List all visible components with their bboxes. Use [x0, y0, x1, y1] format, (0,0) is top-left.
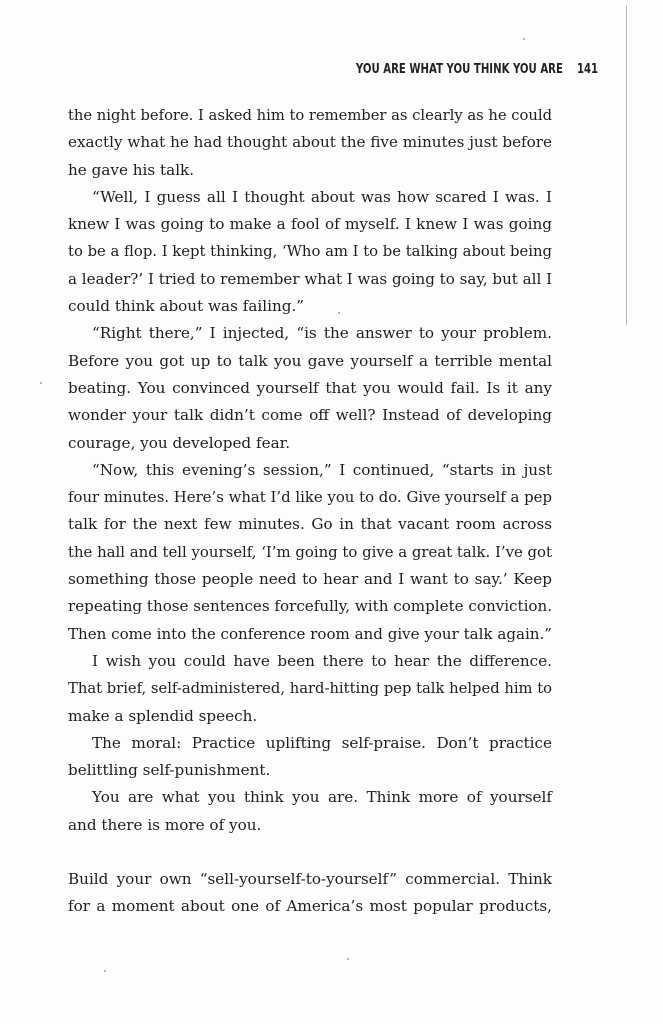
text-line: talk for the next few minutes. Go in that vacant room across	[68, 515, 552, 534]
paragraph	[68, 730, 552, 785]
text-line: the hall and tell yourself, ‘I’m going to give a great talk. I’ve got	[68, 542, 552, 561]
running-head	[355, 62, 599, 77]
text-line: “Well, I guess all I thought about was how scared I was. I	[92, 187, 552, 206]
paragraph	[68, 457, 552, 648]
text-line: a leader?’ I tried to remember what I was going to say, but all I	[68, 269, 553, 288]
text-line: knew I was going to make a fool of myself. I knew I was going	[68, 215, 552, 234]
text-line: Before you got up to talk you gave yourself a terrible mental	[68, 351, 552, 370]
running-title: YOU ARE WHAT YOU THINK YOU ARE	[355, 62, 563, 77]
text-line: You are what you think you are. Think more of yourself	[92, 788, 552, 807]
text-line: four minutes. Here’s what I’d like you to do. Give yourself a pep	[68, 488, 552, 507]
section-break	[68, 839, 552, 866]
page-number: 141	[576, 62, 599, 77]
text-line: I wish you could have been there to hear the difference.	[92, 651, 552, 670]
paper-speck	[104, 970, 106, 972]
paragraph	[68, 866, 552, 921]
text-line: beating. You convinced yourself that you would fail. Is it any	[68, 378, 552, 397]
text-line: courage, you developed fear.	[68, 433, 291, 452]
paragraph	[68, 648, 552, 730]
text-line: That brief, self-administered, hard-hitting pep talk helped him to	[68, 680, 552, 698]
paper-speck	[523, 38, 525, 40]
text-line: The moral: Practice uplifting self-praise. Don’t practice	[92, 733, 552, 752]
text-line: the night before. I asked him to remember as clearly as he could	[68, 107, 552, 124]
paragraph	[68, 784, 552, 839]
text-line: could think about was failing.”	[68, 297, 305, 316]
text-line: repeating those sentences forcefully, with complete conviction.	[68, 597, 553, 616]
text-line: exactly what he had thought about the five minutes just before	[68, 133, 552, 152]
text-line: to be a flop. I kept thinking, ‘Who am I to be talking about being	[68, 243, 552, 261]
text-line: and there is more of you.	[68, 815, 262, 834]
paper-speck	[347, 958, 349, 960]
text-line: Then come into the conference room and give your talk again.”	[68, 624, 553, 643]
text-line: something those people need to hear and I want to say.’ Keep	[68, 570, 552, 589]
body-text	[68, 102, 552, 921]
paragraph	[68, 320, 552, 456]
text-line: for a moment about one of America’s most popular products,	[68, 897, 552, 916]
text-line: he gave his talk.	[68, 160, 195, 179]
text-line: wonder your talk didn’t come off well? Instead of developing	[68, 406, 552, 425]
paper-speck	[40, 382, 42, 384]
text-line: make a splendid speech.	[68, 706, 258, 725]
text-line: Build your own “sell-yourself-to-yourself” commercial. Think	[68, 870, 552, 889]
text-line: “Now, this evening’s session,” I continued, “starts in just	[92, 460, 552, 479]
paragraph	[68, 102, 552, 184]
paragraph	[68, 184, 552, 320]
page-edge-line	[626, 5, 627, 325]
text-line: belittling self-punishment.	[68, 761, 271, 780]
text-line: “Right there,” I injected, “is the answer to your problem.	[92, 324, 552, 343]
